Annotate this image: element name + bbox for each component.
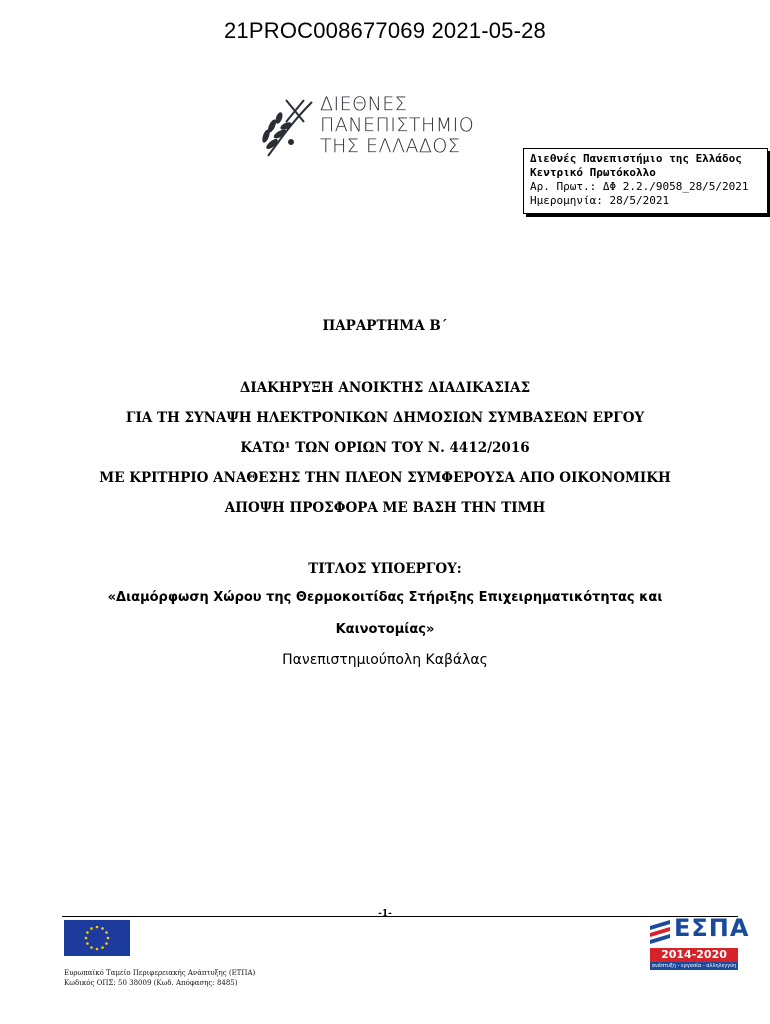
logo-wordmark: [320, 94, 474, 157]
document-stamp-header: 21PROC008677069 2021-05-28: [224, 18, 546, 43]
logo-line-1: ΔΙΕΘΝΕΣ: [320, 93, 408, 115]
espa-title: ΕΣΠΑ: [674, 914, 750, 942]
eu-star-icon: [90, 927, 93, 930]
eu-star-icon: [101, 946, 104, 949]
funding-note-line-2: Κωδικός ΟΠΣ: 50 38009 (Κωδ. Απόφασης: 8485): [64, 979, 238, 987]
protocol-org: Διεθνές Πανεπιστήμιο της Ελλάδος: [530, 152, 742, 165]
declaration-line-2: ΓΙΑ ΤΗ ΣΥΝΑΨΗ ΗΛΕΚΤΡΟΝΙΚΩΝ ΔΗΜΟΣΙΩΝ ΣΥΜΒΑΣΕΩΝ ΕΡΓΟΥ: [125, 410, 645, 426]
eu-star-icon: [90, 946, 93, 949]
funding-note: [64, 968, 255, 988]
page-number: -1-: [378, 909, 392, 919]
declaration-line-5: ΑΠΟΨΗ ΠΡΟΣΦΟΡΑ ΜΕ ΒΑΣΗ ΤΗΝ ΤΙΜΗ: [224, 500, 546, 516]
eu-star-icon: [86, 942, 89, 945]
eu-star-icon: [86, 931, 89, 934]
declaration-line-1: ΔΙΑΚΗΡΥΞΗ ΑΝΟΙΚΤΗΣ ΔΙΑΔΙΚΑΣΙΑΣ: [239, 380, 531, 396]
eu-star-icon: [105, 942, 108, 945]
subproject-label: ΤΙΤΛΟΣ ΥΠΟΕΡΓΟΥ:: [308, 561, 462, 577]
protocol-number: Αρ. Πρωτ.: ΔΦ 2.2./9058_28/5/2021: [530, 180, 749, 193]
project-title-line-1: «Διαμόρφωση Χώρου της Θερμοκοιτίδας Στήριξης Επιχειρηματικότητας και: [107, 590, 663, 605]
eu-star-icon: [96, 948, 99, 951]
declaration-line-3: ΚΑΤΩ¹ ΤΩΝ ΟΡΙΩΝ ΤΟΥ Ν. 4412/2016: [240, 440, 530, 456]
declaration-line-4: ΜΕ ΚΡΙΤΗΡΙΟ ΑΝΑΘΕΣΗΣ ΤΗΝ ΠΛΕΟΝ ΣΥΜΦΕΡΟΥΣΑ ΑΠΟ ΟΙΚΟΝΟΜΙΚΗ: [99, 470, 671, 486]
espa-years: 2014-2020: [661, 948, 727, 961]
eu-star-icon: [107, 937, 110, 940]
logo-line-3: ΤΗΣ ΕΛΛΑΔΟΣ: [320, 135, 461, 157]
annex-title: ΠΑΡΑΡΤΗΜΑ Β΄: [322, 318, 448, 334]
project-title-line-2: Καινοτομίας»: [335, 622, 435, 637]
protocol-office: Κεντρικό Πρωτόκολλο: [530, 166, 656, 179]
espa-logo: [646, 914, 750, 972]
eu-flag-logo: [64, 920, 130, 956]
olive-branch-icon: [258, 92, 318, 162]
university-logo: [258, 92, 518, 164]
espa-tagline: ανάπτυξη - εργασία - αλληλεγγύη: [651, 963, 737, 969]
eu-star-icon: [85, 937, 88, 940]
footer-divider: [62, 916, 738, 917]
eu-star-icon: [105, 931, 108, 934]
eu-star-icon: [101, 927, 104, 930]
eu-stars-icon: [64, 920, 130, 956]
logo-line-2: ΠΑΝΕΠΙΣΤΗΜΙΟ: [320, 114, 475, 136]
funding-note-line-1: Ευρωπαϊκό Ταμείο Περιφερειακής Ανάπτυξης (ΕΤΠΑ): [64, 969, 256, 977]
protocol-date: Ημερομηνία: 28/5/2021: [530, 194, 670, 207]
protocol-stamp-box: [523, 148, 768, 214]
project-location: Πανεπιστημιούπολη Καβάλας: [282, 652, 488, 668]
eu-star-icon: [96, 926, 99, 929]
